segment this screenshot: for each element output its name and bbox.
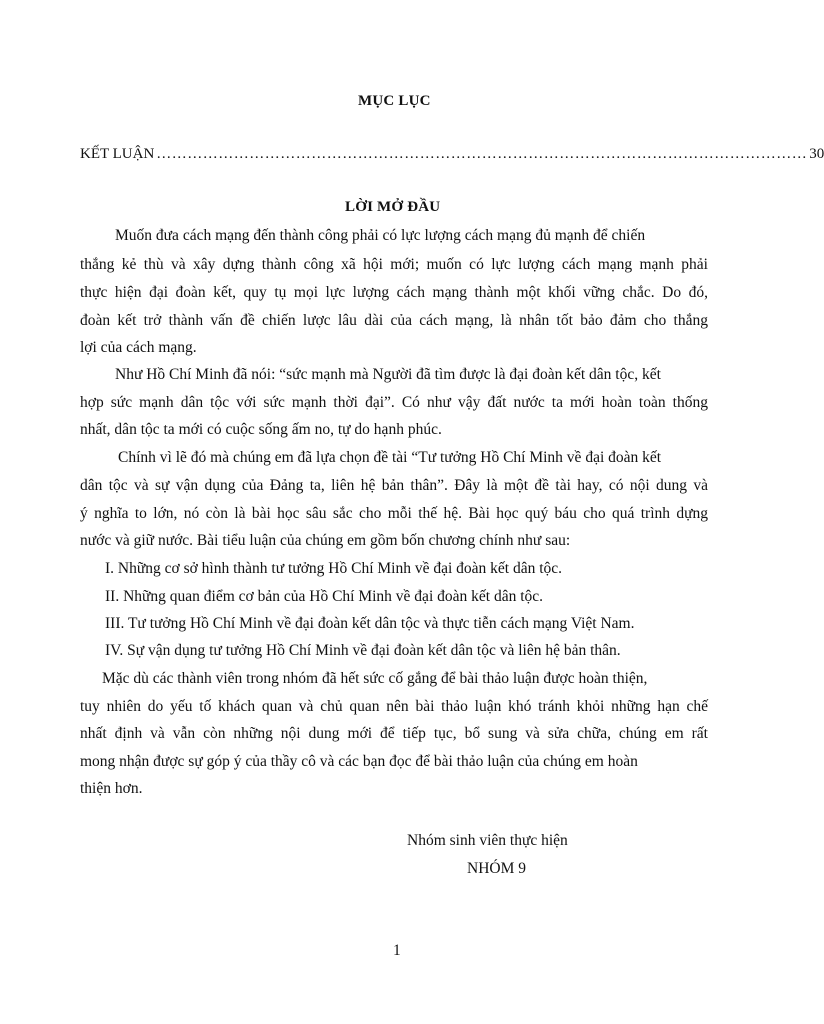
body-line: Chính vì lẽ đó mà chúng em đã lựa chọn đề tài “Tư tưởng Hồ Chí Minh về đại đoàn kết [118,449,662,466]
body-line: tuy nhiên do yếu tố khách quan và chủ quan nên bài thảo luận khó tránh khỏi những hạn chế [80,698,708,715]
body-line: Mặc dù các thành viên trong nhóm đã hết sức cố gắng để bài thảo luận được hoàn thiện, [102,670,648,687]
intro-title: LỜI MỞ ĐẦU [345,199,441,215]
signature-group: NHÓM 9 [467,860,526,877]
chapter-item: II. Những quan điểm cơ bản của Hồ Chí Minh về đại đoàn kết dân tộc. [105,588,544,605]
toc-entry-page: 30 [809,146,824,162]
body-line: nước và giữ nước. Bài tiểu luận của chúng em gồm bốn chương chính như sau: [80,532,571,549]
body-line: dân tộc và sự vận dụng của Đảng ta, liên hệ bản thân”. Đây là một đề tài hay, có nội dung và [80,477,708,494]
toc-title: MỤC LỤC [358,93,431,109]
toc-entry-leader: ……………………………………………………………………………………………………………… [156,146,808,162]
body-line: lợi của cách mạng. [80,339,197,356]
toc-entry [80,146,824,163]
toc-entry-label: KẾT LUẬN [80,146,155,162]
body-line: Muốn đưa cách mạng đến thành công phải có lực lượng cách mạng đủ mạnh để chiến [115,227,646,244]
body-line: mong nhận được sự góp ý của thầy cô và các bạn đọc để bài thảo luận của chúng em hoàn [80,753,638,770]
chapter-item: I. Những cơ sở hình thành tư tưởng Hồ Chí Minh về đại đoàn kết dân tộc. [105,560,563,577]
body-line: Như Hồ Chí Minh đã nói: “sức mạnh mà Người đã tìm được là đại đoàn kết dân tộc, kết [115,366,661,383]
body-line: thực hiện đại đoàn kết, quy tụ mọi lực lượng cách mạng thành một khối vững chắc. Do đó, [80,284,708,301]
body-line: đoàn kết trở thành vấn đề chiến lược lâu dài của cách mạng, là nhân tốt bảo đảm cho thắng [80,312,708,329]
signature-line: Nhóm sinh viên thực hiện [407,832,568,849]
body-line: ý nghĩa to lớn, nó còn là bài học sâu sắc cho mỗi thế hệ. Bài học quý báu cho quá trình dựng [80,505,708,522]
body-line: hợp sức mạnh dân tộc với sức mạnh thời đại”. Có như vậy đất nước ta mới hoàn toàn thống [80,394,708,411]
body-line: thiện hơn. [80,780,143,797]
chapter-item: III. Tư tưởng Hồ Chí Minh về đại đoàn kết dân tộc và thực tiễn cách mạng Việt Nam. [105,615,635,632]
body-line: thắng kẻ thù và xây dựng thành công xã hội mới; muốn có lực lượng cách mạng mạnh phải [80,256,708,273]
page-number: 1 [393,942,401,959]
body-line: nhất định và vẫn còn những nội dung mới để tiếp tục, bổ sung và sửa chữa, chúng em rất [80,725,708,742]
body-line: nhất, dân tộc ta mới có cuộc sống ấm no, tự do hạnh phúc. [80,421,442,438]
chapter-item: IV. Sự vận dụng tư tưởng Hồ Chí Minh về đại đoàn kết dân tộc và liên hệ bản thân. [105,642,621,659]
